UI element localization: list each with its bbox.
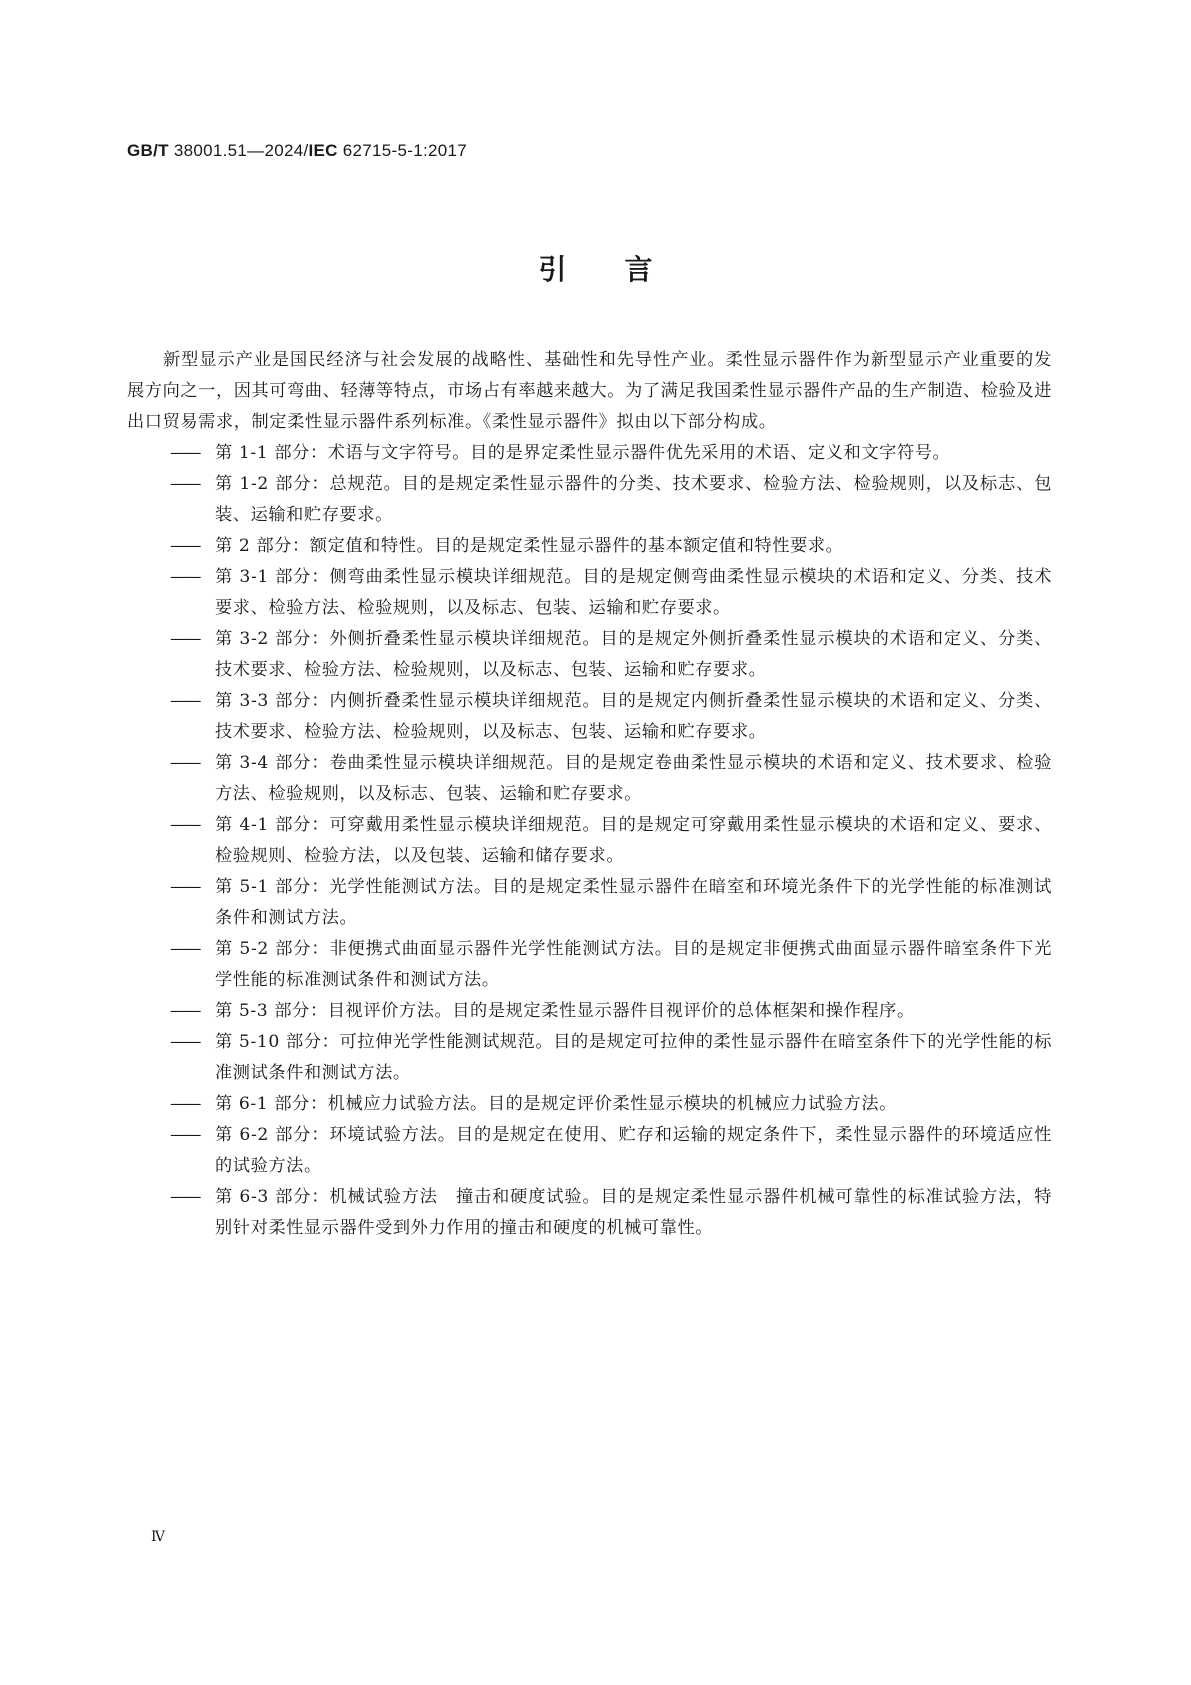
intro-paragraph: 新型显示产业是国民经济与社会发展的战略性、基础性和先导性产业。柔性显示器件作为新型显示产业重要的发展方向之一，因其可弯曲、轻薄等特点，市场占有率越来越大。为了满足我国柔性显示器件产品的生产制造、检验及进出口贸易需求，制定柔性显示器件系列标准。《柔性显示器件》拟由以下部分构成。 — [127, 350, 1052, 432]
std-prefix: GB/T — [127, 141, 169, 160]
list-item-part-5-1 — [127, 872, 1052, 934]
list-item-part-6-2 — [127, 1120, 1052, 1182]
dash-marker: —— — [170, 877, 199, 897]
list-item-text: 第 1-2 部分：总规范。目的是规定柔性显示器件的分类、技术要求、检验方法、检验规则，以及标志、包装、运输和贮存要求。 — [215, 474, 1052, 525]
list-item-part-5-3 — [127, 996, 1052, 1027]
dash-marker: —— — [170, 536, 199, 556]
list-item-text: 第 5-3 部分：目视评价方法。目的是规定柔性显示器件目视评价的总体框架和操作程序。 — [215, 1001, 915, 1021]
list-item-part-6-1 — [127, 1089, 1052, 1120]
dash-marker: —— — [170, 567, 199, 587]
std-number: 38001.51—2024/ — [168, 141, 309, 160]
list-item-text: 第 6-1 部分：机械应力试验方法。目的是规定评价柔性显示模块的机械应力试验方法。 — [215, 1094, 897, 1114]
list-item-text: 第 5-10 部分：可拉伸光学性能测试规范。目的是规定可拉伸的柔性显示器件在暗室条件下的光学性能的标准测试条件和测试方法。 — [215, 1032, 1052, 1083]
dash-marker: —— — [170, 474, 199, 494]
list-item-part-3-1 — [127, 562, 1052, 624]
list-item-text: 第 4-1 部分：可穿戴用柔性显示模块详细规范。目的是规定可穿戴用柔性显示模块的术语和定义、要求、检验规则、检验方法，以及包装、运输和储存要求。 — [215, 815, 1052, 866]
list-item-text: 第 6-2 部分：环境试验方法。目的是规定在使用、贮存和运输的规定条件下，柔性显示器件的环境适应性的试验方法。 — [215, 1125, 1052, 1176]
list-item-part-3-2 — [127, 624, 1052, 686]
iec-prefix: IEC — [308, 141, 338, 160]
standard-number-header — [127, 141, 467, 161]
dash-marker: —— — [170, 1187, 199, 1207]
list-item-text: 第 3-2 部分：外侧折叠柔性显示模块详细规范。目的是规定外侧折叠柔性显示模块的术语和定义、分类、技术要求、检验方法、检验规则，以及标志、包装、运输和贮存要求。 — [215, 629, 1052, 680]
dash-marker: —— — [170, 629, 199, 649]
list-item-part-3-4 — [127, 748, 1052, 810]
list-item-part-5-10 — [127, 1027, 1052, 1089]
list-item-part-5-2 — [127, 934, 1052, 996]
list-item-text: 第 3-1 部分：侧弯曲柔性显示模块详细规范。目的是规定侧弯曲柔性显示模块的术语和定义、分类、技术要求、检验方法、检验规则，以及标志、包装、运输和贮存要求。 — [215, 567, 1052, 618]
list-item-part-1-2 — [127, 469, 1052, 531]
dash-marker: —— — [170, 1094, 199, 1114]
dash-marker: —— — [170, 815, 199, 835]
list-item-text: 第 2 部分：额定值和特性。目的是规定柔性显示器件的基本额定值和特性要求。 — [215, 536, 844, 556]
iec-number: 62715-5-1:2017 — [337, 141, 468, 160]
list-item-text: 第 1-1 部分：术语与文字符号。目的是界定柔性显示器件优先采用的术语、定义和文字符号。 — [215, 443, 951, 463]
dash-marker: —— — [170, 753, 199, 773]
page-title: 引言 — [538, 253, 711, 286]
list-item-text: 第 5-1 部分：光学性能测试方法。目的是规定柔性显示器件在暗室和环境光条件下的光学性能的标准测试条件和测试方法。 — [215, 877, 1052, 928]
list-item-text: 第 6-3 部分：机械试验方法 撞击和硬度试验。目的是规定柔性显示器件机械可靠性的标准试验方法，特别针对柔性显示器件受到外力作用的撞击和硬度的机械可靠性。 — [215, 1187, 1052, 1238]
list-item-part-4-1 — [127, 810, 1052, 872]
parts-list — [127, 438, 1052, 1244]
list-item-text: 第 5-2 部分：非便携式曲面显示器件光学性能测试方法。目的是规定非便携式曲面显示器件暗室条件下光学性能的标准测试条件和测试方法。 — [215, 939, 1052, 990]
introduction-body — [127, 345, 1052, 1244]
list-item-part-2 — [127, 531, 1052, 562]
page-number: Ⅳ — [151, 1529, 165, 1545]
list-item-text: 第 3-3 部分：内侧折叠柔性显示模块详细规范。目的是规定内侧折叠柔性显示模块的术语和定义、分类、技术要求、检验方法、检验规则，以及标志、包装、运输和贮存要求。 — [215, 691, 1052, 742]
dash-marker: —— — [170, 691, 199, 711]
list-item-part-1-1 — [127, 438, 1052, 469]
dash-marker: —— — [170, 1125, 199, 1145]
dash-marker: —— — [170, 443, 199, 463]
list-item-text: 第 3-4 部分：卷曲柔性显示模块详细规范。目的是规定卷曲柔性显示模块的术语和定义、技术要求、检验方法、检验规则，以及标志、包装、运输和贮存要求。 — [215, 753, 1052, 804]
dash-marker: —— — [170, 1032, 199, 1052]
dash-marker: —— — [170, 1001, 199, 1021]
list-item-part-3-3 — [127, 686, 1052, 748]
list-item-part-6-3 — [127, 1182, 1052, 1244]
dash-marker: —— — [170, 939, 199, 959]
